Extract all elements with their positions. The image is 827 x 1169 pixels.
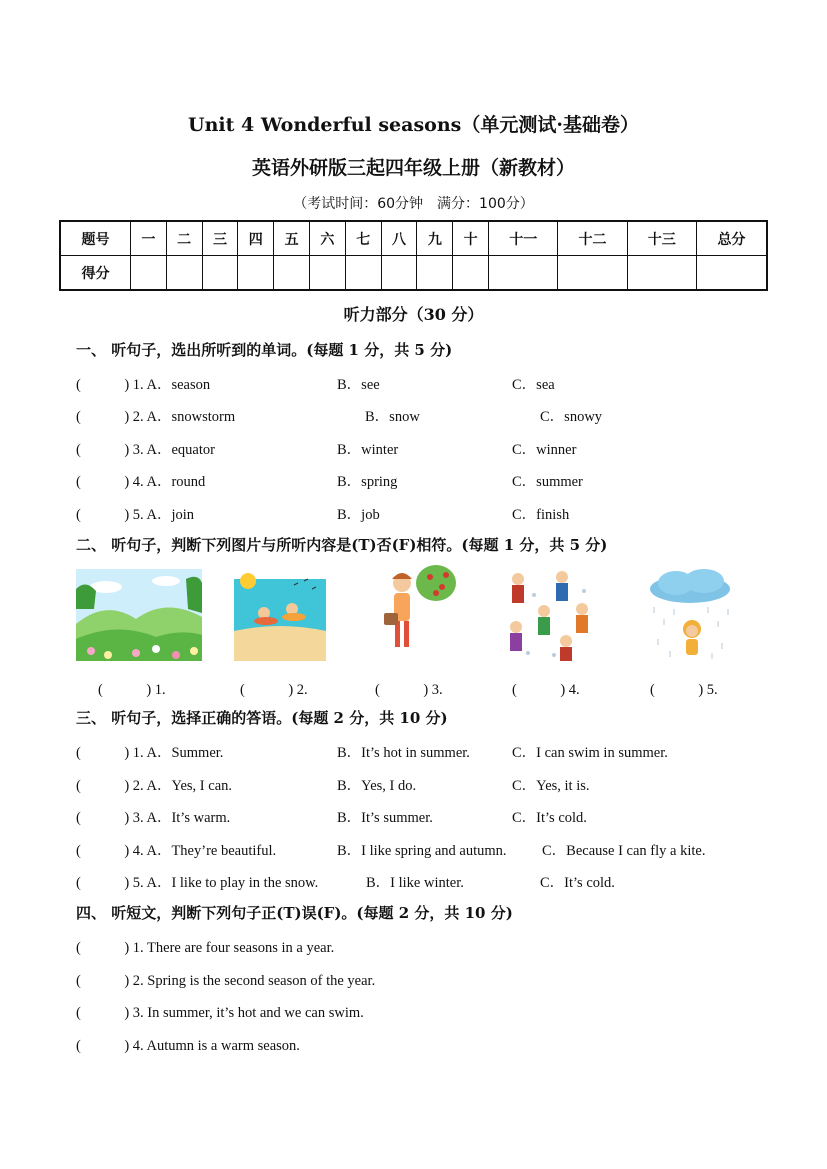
score-cell: 七	[345, 221, 381, 256]
score-blank[interactable]	[274, 256, 310, 291]
part4-question-2	[76, 969, 776, 991]
option-b: B．winter	[337, 442, 399, 458]
summer-beach-picture	[234, 569, 326, 661]
option-b: B．snow	[365, 409, 420, 425]
score-label: 得分	[60, 256, 130, 291]
score-cell: 十	[453, 221, 489, 256]
score-cell: 八	[381, 221, 417, 256]
part3-heading: 三、 听句子，选择正确的答语。(每题 2 分，共 10 分)	[76, 709, 448, 727]
score-cell: 题号	[60, 221, 130, 256]
picture-1-answer: ( ) 1.	[98, 682, 166, 698]
question-stem: ( ) 3. A．It’s warm.	[76, 810, 231, 826]
score-blank[interactable]	[558, 256, 627, 291]
option-b: B．It’s summer.	[337, 810, 433, 826]
option-c: C．Because I can fly a kite.	[542, 843, 706, 859]
option-b: B．It’s hot in summer.	[337, 745, 470, 761]
score-cell: 六	[310, 221, 346, 256]
score-table-score-row	[60, 256, 767, 291]
question-stem: ( ) 1. A．Summer.	[76, 745, 224, 761]
question-stem: ( ) 5. A．join	[76, 507, 195, 523]
statement: ( ) 2. Spring is the second season of the year.	[76, 973, 376, 989]
page-title: Unit 4 Wonderful seasons（单元测试·基础卷）	[188, 114, 639, 136]
picture-3-answer: ( ) 3.	[375, 682, 443, 698]
question-stem: ( ) 3. A．equator	[76, 442, 215, 458]
autumn-apple-picking-picture	[380, 565, 456, 661]
option-c: C．winner	[512, 442, 577, 458]
option-c: C．finish	[512, 507, 570, 523]
score-blank[interactable]	[238, 256, 274, 291]
part1-question-3	[76, 438, 776, 460]
statement: ( ) 1. There are four seasons in a year.	[76, 940, 335, 956]
score-table-header-row	[60, 221, 767, 256]
option-c: C．It’s cold.	[540, 875, 615, 891]
winter-snow-play-picture	[504, 565, 600, 663]
part1-question-2	[76, 405, 776, 427]
option-c: C．Yes, it is.	[512, 778, 590, 794]
part3-question-4	[76, 839, 776, 861]
rainy-day-picture	[646, 567, 734, 661]
score-blank[interactable]	[166, 256, 202, 291]
option-c: C．It’s cold.	[512, 810, 587, 826]
question-stem: ( ) 1. A．season	[76, 377, 211, 393]
score-blank[interactable]	[345, 256, 381, 291]
question-stem: ( ) 2. A．snowstorm	[76, 409, 236, 425]
option-c: C．sea	[512, 377, 555, 393]
statement: ( ) 3. In summer, it’s hot and we can swim.	[76, 1005, 364, 1021]
question-stem: ( ) 2. A．Yes, I can.	[76, 778, 233, 794]
statement: ( ) 4. Autumn is a warm season.	[76, 1038, 300, 1054]
part3-question-1	[76, 741, 776, 763]
score-blank[interactable]	[310, 256, 346, 291]
question-stem: ( ) 5. A．I like to play in the snow.	[76, 875, 319, 891]
option-c: C．snowy	[540, 409, 603, 425]
option-b: B．Yes, I do.	[337, 778, 417, 794]
score-cell: 十二	[558, 221, 627, 256]
score-cell: 三	[202, 221, 238, 256]
score-cell: 一	[130, 221, 166, 256]
option-b: B．job	[337, 507, 380, 523]
part1-question-1	[76, 373, 776, 395]
score-table	[59, 220, 768, 291]
score-blank[interactable]	[453, 256, 489, 291]
page-subtitle: 英语外研版三起四年级上册（新教材）	[251, 157, 575, 179]
part2-heading: 二、 听句子，判断下列图片与所听内容是(T)否(F)相符。(每题 1 分，共 5 分)	[76, 536, 608, 554]
score-cell: 二	[166, 221, 202, 256]
score-cell: 十三	[627, 221, 696, 256]
exam-info: （考试时间：60分钟 满分：100分）	[293, 196, 534, 212]
score-blank[interactable]	[417, 256, 453, 291]
score-blank[interactable]	[696, 256, 767, 291]
question-stem: ( ) 4. A．They’re beautiful.	[76, 843, 277, 859]
spring-meadow-picture	[76, 569, 202, 661]
part4-question-4	[76, 1034, 776, 1056]
part4-question-3	[76, 1001, 776, 1023]
picture-4-answer: ( ) 4.	[512, 682, 580, 698]
listening-section-title: 听力部分（30 分）	[343, 305, 484, 324]
option-c: C．I can swim in summer.	[512, 745, 668, 761]
option-b: B．I like spring and autumn.	[337, 843, 507, 859]
score-blank[interactable]	[627, 256, 696, 291]
part1-question-5	[76, 503, 776, 525]
score-blank[interactable]	[202, 256, 238, 291]
score-cell: 四	[238, 221, 274, 256]
part1-heading: 一、 听句子，选出所听到的单词。(每题 1 分，共 5 分)	[76, 341, 453, 359]
score-cell: 十一	[489, 221, 558, 256]
score-blank[interactable]	[381, 256, 417, 291]
option-b: B．see	[337, 377, 380, 393]
part3-question-3	[76, 806, 776, 828]
score-cell: 总分	[696, 221, 767, 256]
option-c: C．summer	[512, 474, 583, 490]
question-stem: ( ) 4. A．round	[76, 474, 206, 490]
part4-question-1	[76, 936, 776, 958]
part4-heading: 四、 听短文，判断下列句子正(T)误(F)。(每题 2 分，共 10 分)	[76, 904, 513, 922]
part3-question-2	[76, 774, 776, 796]
score-blank[interactable]	[489, 256, 558, 291]
option-b: B．I like winter.	[366, 875, 464, 891]
score-blank[interactable]	[130, 256, 166, 291]
picture-5-answer: ( ) 5.	[650, 682, 718, 698]
option-b: B．spring	[337, 474, 398, 490]
part1-question-4	[76, 470, 776, 492]
score-cell: 九	[417, 221, 453, 256]
part3-question-5	[76, 871, 776, 893]
picture-2-answer: ( ) 2.	[240, 682, 308, 698]
score-cell: 五	[274, 221, 310, 256]
